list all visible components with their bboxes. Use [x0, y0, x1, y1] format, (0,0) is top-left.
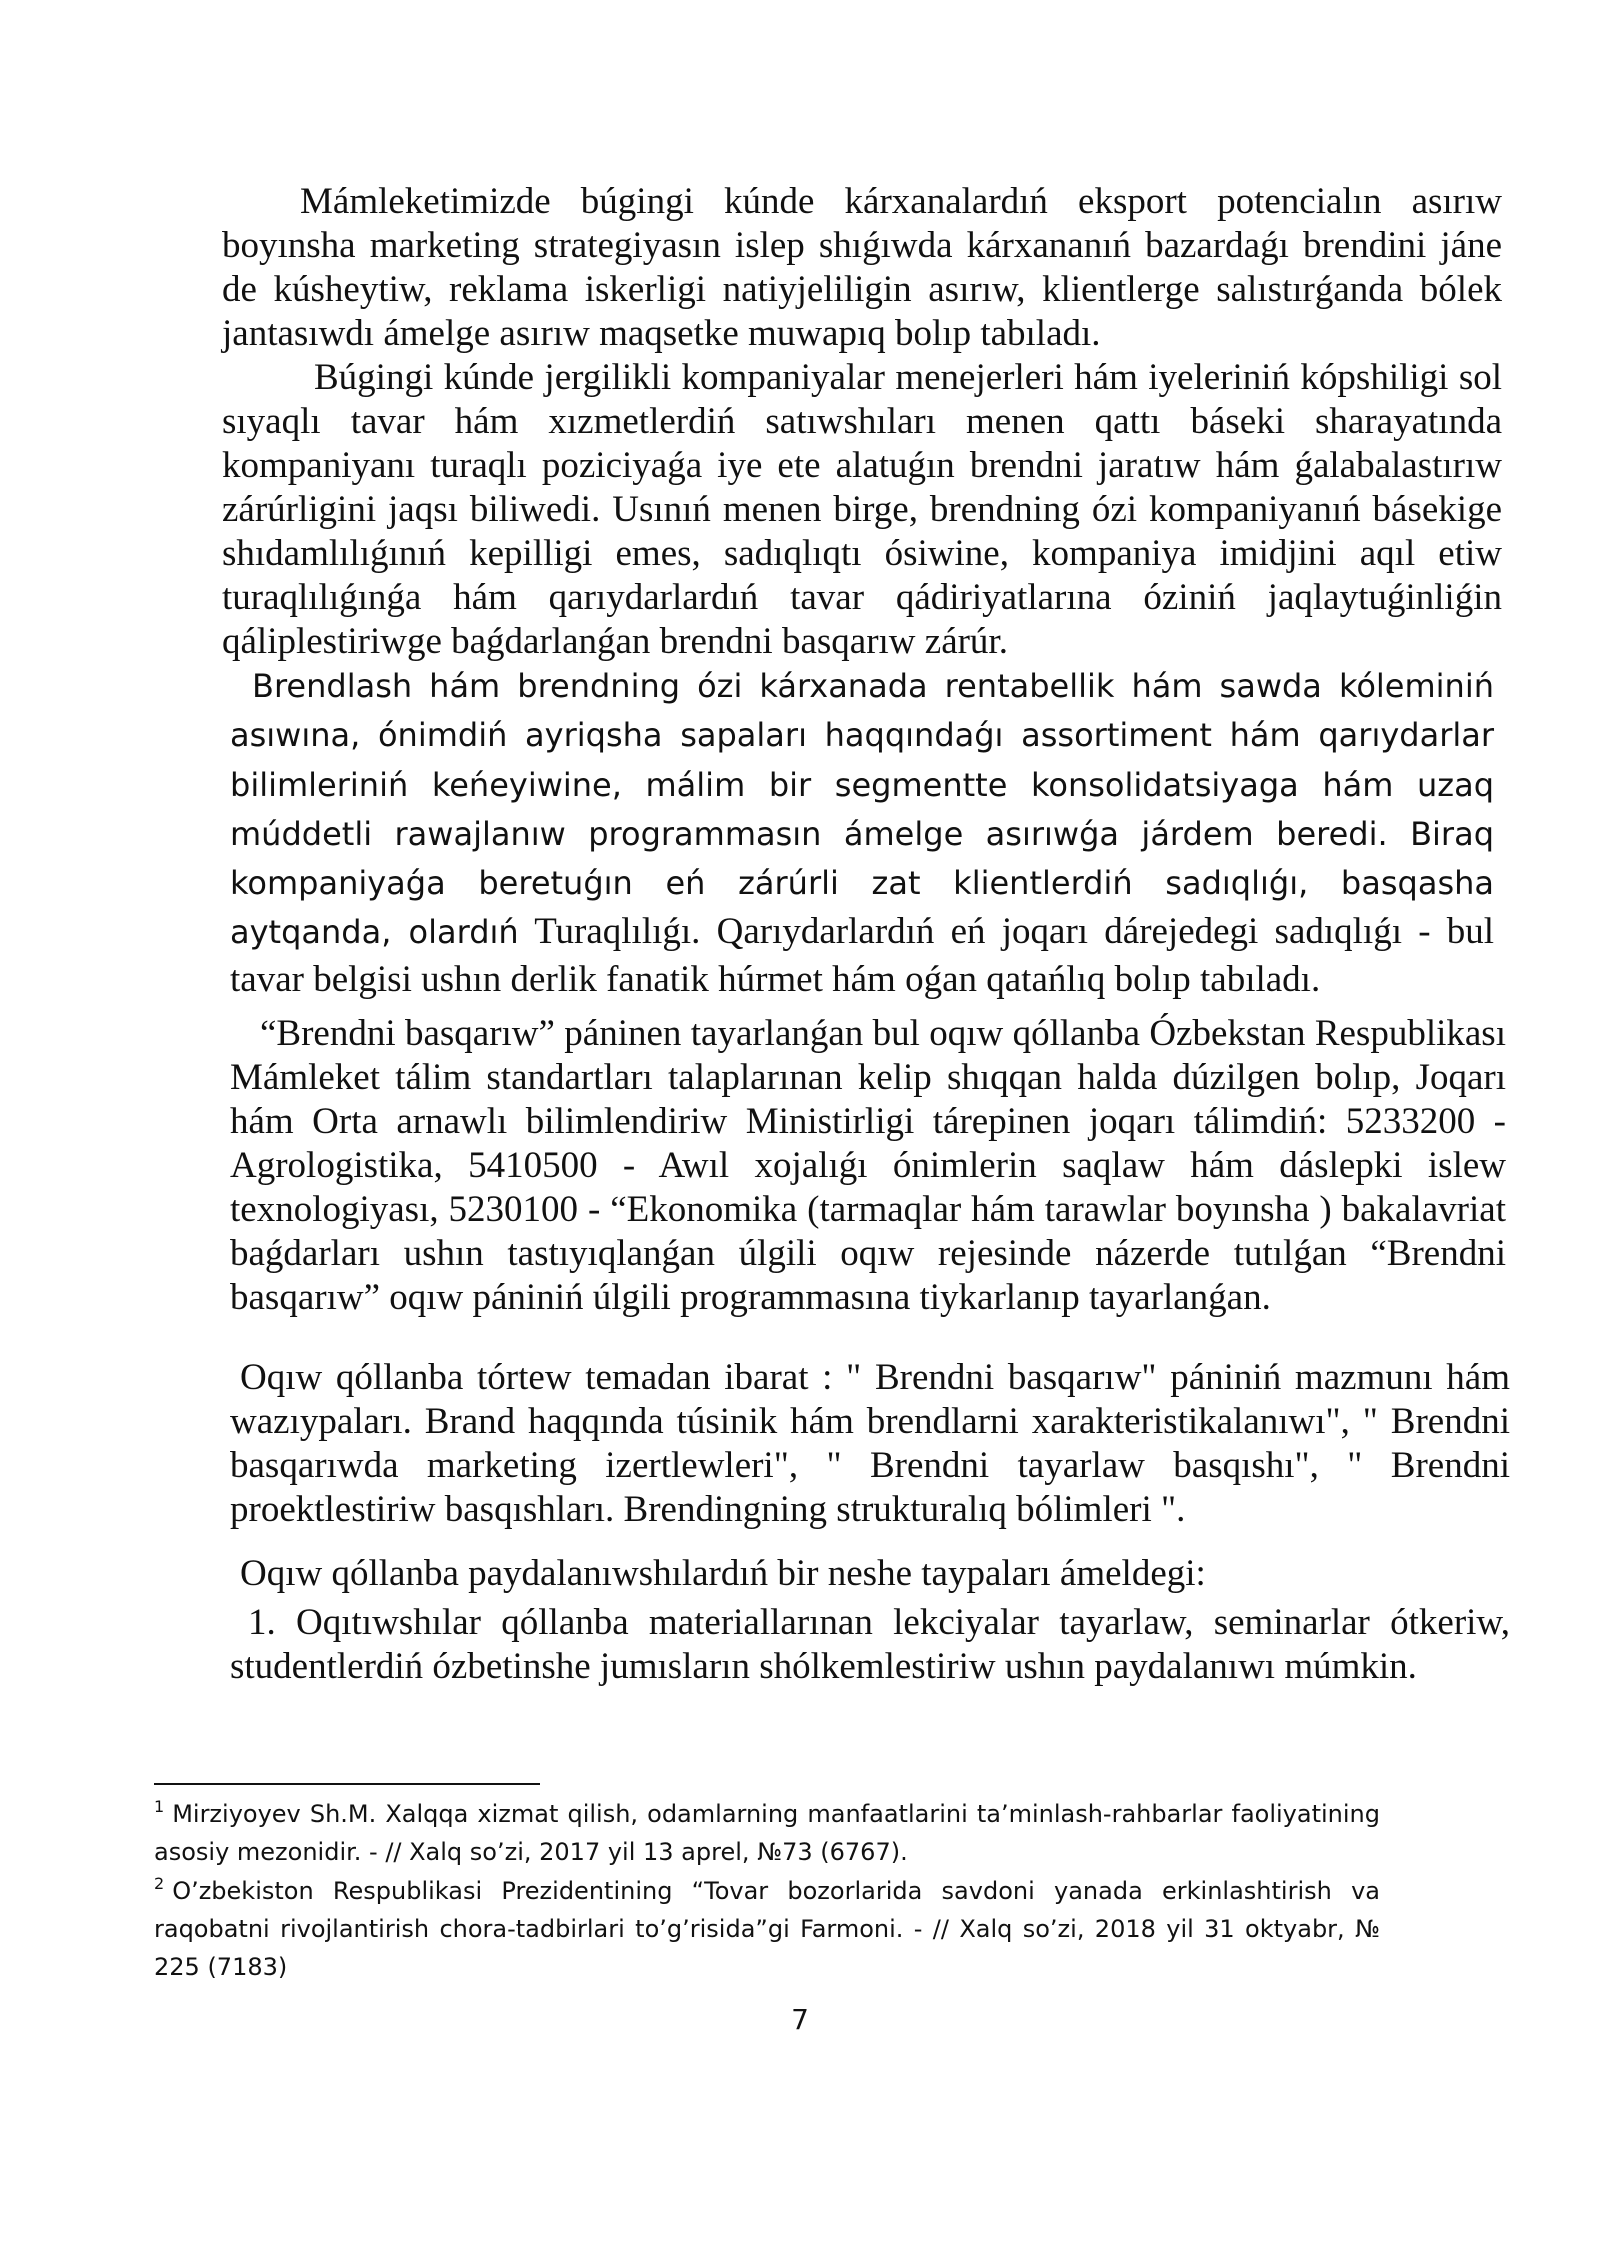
paragraph-local-companies: Búgingi kúnde jergilikli kompaniyalar menejerleri hám iyeleriniń kópshiligi sol sıyaqlı tavar hám xızmetlerdiń satıwshıları menen qattı báseki sharayatında kompaniyanı turaqlı poziciyaǵa iye ete alatuǵın brendni jaratıw hám ǵalabalastırıw zárúrligini jaqsı biliwedi. Usınıń menen birge, brendning ózi kompaniyanıń básekige shıdamlılıǵınıń kepilligi emes, sadıqlıqtı ósiwine, kompaniya imidjini aqıl etiw turaqlılıǵınǵa hám qarıydarlardıń tavar qádiriyatlarına óziniń jaqlaytuǵinliǵin qáliplestiriwge baǵdarlanǵan brendni basqarıw zárúr.: [222, 357, 1502, 662]
page-number: 7: [791, 2003, 809, 2036]
footnote-marker: 1: [154, 1797, 165, 1816]
paragraph-branding-sans-part: Brendlash hám brendning ózi kárxanada rentabellik hám sawda kóleminiń asıwına, ónimdiń ayriqsha sapaları haqqındaǵı assortiment hám qarıydarlar bilimleriniń keńeyiwine, málim bir segmentte konsolidatsiyaga hám uzaq múddetli rawajlanıw programmasın ámelge asırıwǵa járdem beredi. Biraq kompaniyaǵa beretuǵın eń zárúrli zat klientlerdiń sadıqlıǵı, basqasha aytqanda, olardıń: [230, 667, 1494, 952]
paragraph-branding-benefits: [230, 662, 1494, 1002]
footnote-1: [154, 1795, 1380, 1871]
footnote-marker: 2: [154, 1874, 165, 1893]
paragraph-branding-serif-part: Turaqlılıǵı. Qarıydarlardıń eń joqarı dárejedegi sadıqlıǵı - bul tavar belgisi ushın derlik fanatik húrmet hám oǵan qatańlıq bolıp tabıladı.: [230, 911, 1495, 1000]
paragraph-export-potential: Mámleketimizde búgingi kúnde kárxanalardıń eksport potencialın asırıw boyınsha marketing strategiyasın islep shıǵıwda kárxananıń bazardaǵı brendini jáne de kúsheytiw, reklama iskerligi natiyjeliligin asırıw, klientlerge salıstırǵanda bólek jantasıwdı ámelge asırıw maqsetke muwapıq bolıp tabıladı.: [222, 181, 1502, 354]
paragraph-user-groups: Oqıw qóllanba paydalanıwshılardıń bir neshe taypaları ámeldegi:: [240, 1553, 1206, 1594]
footnote-2: [154, 1872, 1380, 1986]
paragraph-list-item-teachers: 1. Oqıtıwshılar qóllanba materiallarınan lekciyalar tayarlaw, seminarlar ótkeriw, studentlerdiń ózbetinshe jumısların shólkemlestiriw ushın paydalanıwı múmkin.: [230, 1602, 1510, 1687]
paragraph-course-standards: “Brendni basqarıw” páninen tayarlanǵan bul oqıw qóllanba Ózbekstan Respublikası Mámleket tálim standartları talaplarınan kelip shıqqan halda dúzilgen bolıp, Joqarı hám Orta arnawlı bilimlendiriw Ministirligi tárepinen joqarı tálimdiń: 5233200 - Agrologistika, 5410500 - Awıl xojalıǵı ónimlerin saqlaw hám dáslepki islew texnologiyası, 5230100 - “Ekonomika (tarmaqlar hám tarawlar boyınsha ) bakalavriat baǵdarları ushın tastıyıqlanǵan úlgili oqıw rejesinde názerde tutılǵan “Brendni basqarıw” oqıw pániniń úlgili programmasına tiykarlanıp tayarlanǵan.: [230, 1013, 1506, 1318]
footnote-separator: [154, 1783, 540, 1785]
footnote-text: O’zbekiston Respublikasi Prezidentining “Tovar bozorlarida savdoni yanada erkinlashtirish va raqobatni rivojlantirish chora-tadbirlari to’g’risida”gi Farmoni. - // Xalq so’zi, 2018 yil 31 oktyabr, № 225 (7183): [154, 1877, 1380, 1981]
footnote-text: Mirziyoyev Sh.M. Xalqqa xizmat qilish, odamlarning manfaatlarini ta’minlash-rahbarlar faoliyatining asosiy mezonidir. - // Xalq so’zi, 2017 yil 13 aprel, №73 (6767).: [154, 1800, 1380, 1866]
paragraph-course-topics: Oqıw qóllanba tórtew temadan ibarat : " Brendni basqarıw" pániniń mazmunı hám wazıypaları. Brand haqqında túsinik hám brendlarni xarakteristikalanıwı", " Brendni basqarıwda marketing izertlewleri", " Brendni tayarlaw basqıshı", " Brendni proektlestiriw basqıshları. Brendingning strukturalıq bólimleri ".: [230, 1357, 1510, 1530]
